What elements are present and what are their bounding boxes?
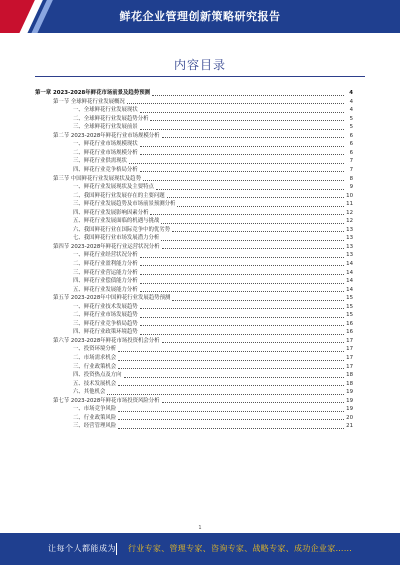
- toc-leader-dots: [107, 391, 344, 395]
- toc-leader-dots: [118, 348, 344, 352]
- toc-entry-title: 二、市场需求机会: [73, 355, 117, 361]
- toc-entry-title: 二、我国鲜花行业发展存在的主要问题: [73, 192, 165, 199]
- toc-entry-page: 12: [346, 209, 353, 216]
- toc-entry[interactable]: [35, 344, 353, 353]
- toc-leader-dots: [140, 109, 344, 113]
- toc-entry-page: 15: [346, 295, 353, 302]
- toc-entry-page: 10: [346, 192, 353, 199]
- toc-entry-page: 18: [346, 372, 353, 379]
- toc-entry-page: 7: [349, 166, 353, 173]
- toc-entry-page: 17: [346, 355, 353, 361]
- toc-entry[interactable]: [35, 208, 353, 217]
- toc-entry-page: 17: [346, 363, 353, 370]
- toc-entry[interactable]: [35, 225, 353, 234]
- toc-entry-page: 13: [346, 243, 353, 250]
- toc-entry-title: 三、鲜花行业营运能力分析: [73, 269, 138, 276]
- toc-leader-dots: [162, 339, 344, 343]
- toc-entry-page: 4: [349, 90, 353, 97]
- toc-leader-dots: [140, 151, 344, 155]
- toc-entry-page: 13: [346, 252, 353, 259]
- toc-leader-dots: [140, 126, 344, 130]
- toc-leader-dots: [156, 186, 344, 190]
- toc-entry-page: 16: [346, 329, 353, 336]
- toc-entry[interactable]: [35, 353, 353, 362]
- toc-entry[interactable]: [35, 233, 353, 242]
- report-header: [0, 0, 400, 33]
- toc-leader-dots: [118, 416, 344, 420]
- toc-entry-page: 19: [346, 389, 353, 396]
- toc-entry-title: 四、鲜花行业发展影响因素分析: [73, 209, 149, 216]
- footer-slogan: 让每个人都能成为: [48, 544, 116, 553]
- toc-entry-page: 15: [346, 303, 353, 310]
- toc-leader-dots: [161, 220, 344, 224]
- toc-entry[interactable]: [35, 131, 353, 140]
- toc-entry-title: 五、技术发展机会: [73, 380, 117, 387]
- toc-entry[interactable]: [35, 250, 353, 259]
- toc-entry[interactable]: [35, 165, 353, 174]
- toc-leader-dots: [172, 228, 344, 232]
- toc-leader-dots: [177, 203, 344, 207]
- toc-entry[interactable]: [35, 267, 353, 276]
- toc-leader-dots: [118, 357, 344, 361]
- toc-entry-title: 一、投资环境分析: [73, 346, 117, 353]
- toc-entry[interactable]: [35, 319, 353, 328]
- toc-leader-dots: [140, 254, 344, 258]
- toc-entry[interactable]: [35, 173, 353, 182]
- toc-entry[interactable]: [35, 139, 353, 148]
- toc-entry-title: 第五节 2023-2028年中国鲜花行业发展趋势预测: [53, 295, 171, 302]
- toc-entry-title: 一、鲜花行业技术发展趋势: [73, 303, 138, 310]
- toc-leader-dots: [140, 280, 344, 284]
- toc-divider: [35, 76, 365, 77]
- report-title: 鲜花企业管理创新策略研究报告: [119, 10, 281, 23]
- toc-entry[interactable]: [35, 122, 353, 131]
- toc-entry-title: 一、鲜花行业发展现状及主要特点: [73, 184, 154, 191]
- toc-entry-page: 17: [346, 346, 353, 353]
- toc-entry-title: 三、全球鲜花行业发展前景: [73, 124, 138, 131]
- toc-leader-dots: [152, 92, 344, 96]
- toc-entry-page: 17: [346, 337, 353, 344]
- toc-leader-dots: [140, 262, 344, 266]
- toc-entry[interactable]: [35, 276, 353, 285]
- toc-leader-dots: [140, 305, 344, 309]
- toc-entry-title: 第七节 2023-2028年鲜花市场投资风险分析: [53, 397, 160, 404]
- toc-entry-title: 五、鲜花行业发展能力分析: [73, 286, 138, 293]
- toc-entry[interactable]: [35, 182, 353, 191]
- toc-leader-dots: [118, 408, 344, 412]
- toc-entry-title: 五、鲜花行业发展面临的机遇与挑战: [73, 218, 160, 225]
- toc-entry-page: 8: [349, 175, 353, 182]
- toc-heading: 内容目录: [173, 58, 226, 72]
- toc-entry-page: 5: [349, 124, 353, 131]
- toc-leader-dots: [129, 160, 344, 164]
- toc-entry[interactable]: [35, 404, 353, 413]
- toc-entry-page: 4: [349, 107, 353, 114]
- toc-entry[interactable]: [35, 216, 353, 225]
- toc-leader-dots: [140, 143, 344, 147]
- toc-entry-title: 第一节 全球鲜花行业发展概况: [53, 98, 125, 105]
- toc-entry-page: 21: [346, 423, 353, 430]
- toc-entry-page: 16: [346, 320, 353, 327]
- toc-entry[interactable]: [35, 370, 353, 379]
- toc-entry[interactable]: [35, 396, 353, 405]
- toc-entry-page: 13: [346, 235, 353, 242]
- toc-entry-title: 第二节 2023-2028年鲜花行业市场规模分析: [53, 132, 160, 139]
- toc-entry-title: 四、鲜花行业政策环境趋势: [73, 329, 138, 336]
- toc-entry-title: 三、鲜花行业发展趋势及市场前景预测分析: [73, 201, 176, 208]
- toc-entry-page: 14: [346, 278, 353, 285]
- toc-entry-title: 六、我国鲜花行业在国际竞争中的优劣势: [73, 226, 171, 233]
- toc-entry-title: 四、投资热点及方向: [73, 372, 122, 379]
- table-of-contents: [35, 88, 353, 430]
- toc-entry[interactable]: [35, 421, 353, 430]
- toc-entry-page: 18: [346, 380, 353, 387]
- toc-entry-page: 9: [349, 184, 353, 191]
- toc-entry-page: 6: [349, 132, 353, 139]
- toc-leader-dots: [118, 382, 344, 386]
- toc-entry-page: 19: [346, 397, 353, 404]
- toc-entry[interactable]: [35, 285, 353, 294]
- toc-leader-dots: [140, 271, 344, 275]
- toc-entry-title: 一、市场竞争风险: [73, 406, 117, 413]
- toc-entry-title: 二、鲜花行业市场发展趋势: [73, 312, 138, 319]
- toc-entry[interactable]: [35, 97, 353, 106]
- toc-leader-dots: [140, 288, 344, 292]
- toc-entry-title: 二、全球鲜花行业发展趋势分析: [73, 115, 149, 122]
- footer-roles: 行业专家、管理专家、咨询专家、战略专家、成功企业家……: [128, 544, 353, 553]
- toc-entry-page: 13: [346, 226, 353, 233]
- toc-entry[interactable]: [35, 156, 353, 165]
- toc-leader-dots: [140, 314, 344, 318]
- toc-entry-page: 5: [349, 115, 353, 122]
- page-number: 1: [198, 525, 202, 531]
- toc-leader-dots: [127, 100, 344, 104]
- toc-leader-dots: [143, 177, 344, 181]
- toc-leader-dots: [162, 134, 344, 138]
- toc-entry-page: 14: [346, 286, 353, 293]
- toc-entry-page: 4: [349, 98, 353, 105]
- toc-leader-dots: [172, 297, 344, 301]
- toc-leader-dots: [140, 331, 344, 335]
- toc-leader-dots: [150, 211, 344, 215]
- toc-entry[interactable]: [35, 310, 353, 319]
- toc-entry[interactable]: [35, 302, 353, 311]
- toc-entry-page: 15: [346, 312, 353, 319]
- toc-entry-title: 第四节 2023-2028年鲜花行业运营状况分析: [53, 243, 160, 250]
- toc-entry[interactable]: [35, 199, 353, 208]
- toc-entry[interactable]: [35, 88, 353, 97]
- toc-entry[interactable]: [35, 114, 353, 123]
- toc-leader-dots: [140, 322, 344, 326]
- toc-entry-page: 19: [346, 406, 353, 413]
- toc-leader-dots: [118, 425, 344, 429]
- toc-entry-title: 二、鲜花行业市场规模分析: [73, 149, 138, 156]
- toc-entry-title: 一、全球鲜花行业发展现状: [73, 107, 138, 114]
- toc-entry-title: 六、其他机会: [73, 389, 106, 396]
- toc-leader-dots: [124, 374, 344, 378]
- toc-entry[interactable]: [35, 387, 353, 396]
- toc-entry[interactable]: [35, 242, 353, 251]
- toc-leader-dots: [162, 245, 344, 249]
- toc-entry-page: 7: [349, 158, 353, 165]
- toc-entry-title: 二、鲜花行业盈利能力分析: [73, 260, 138, 267]
- toc-entry-page: 11: [346, 201, 353, 208]
- toc-entry[interactable]: [35, 293, 353, 302]
- report-footer: [0, 533, 400, 565]
- toc-entry-page: 6: [349, 149, 353, 156]
- toc-entry-title: 一、鲜花行业经营状况分析: [73, 252, 138, 259]
- toc-leader-dots: [167, 194, 344, 198]
- toc-entry-page: 14: [346, 260, 353, 267]
- toc-leader-dots: [161, 237, 344, 241]
- toc-entry-page: 20: [346, 414, 353, 421]
- toc-entry[interactable]: [35, 191, 353, 200]
- toc-entry[interactable]: [35, 336, 353, 345]
- toc-entry-page: 14: [346, 269, 353, 276]
- toc-entry[interactable]: [35, 379, 353, 388]
- toc-entry-title: 四、鲜花行业竞争格局分析: [73, 166, 138, 173]
- toc-entry-title: 四、鲜花行业偿债能力分析: [73, 278, 138, 285]
- toc-entry-title: 第六节 2023-2028年鲜花市场投资机会分析: [53, 337, 160, 344]
- toc-leader-dots: [140, 168, 344, 172]
- toc-entry-title: 二、行业政策风险: [73, 414, 117, 421]
- toc-entry-page: 12: [346, 218, 353, 225]
- toc-entry[interactable]: [35, 148, 353, 157]
- footer-divider: [116, 543, 117, 555]
- toc-entry-title: 一、鲜花行业市场规模现状: [73, 141, 138, 148]
- toc-entry[interactable]: [35, 327, 353, 336]
- toc-entry[interactable]: [35, 259, 353, 268]
- toc-leader-dots: [150, 117, 344, 121]
- toc-entry-title: 三、经营管理风险: [73, 423, 117, 430]
- toc-entry-title: 七、我国鲜花行业市场发展潜力分析: [73, 235, 160, 242]
- toc-entry[interactable]: [35, 362, 353, 371]
- toc-entry[interactable]: [35, 105, 353, 114]
- toc-entry-title: 第三节 中国鲜花行业发展现状及趋势: [53, 175, 141, 182]
- toc-leader-dots: [118, 365, 344, 369]
- toc-entry-title: 三、鲜花行业竞争格局趋势: [73, 320, 138, 327]
- toc-entry-title: 三、鲜花行业供需现状: [73, 158, 127, 165]
- toc-entry[interactable]: [35, 413, 353, 422]
- toc-leader-dots: [162, 399, 344, 403]
- toc-entry-title: 第一章 2023-2028年鲜花市场前景及趋势预测: [35, 90, 150, 97]
- toc-entry-page: 6: [349, 141, 353, 148]
- toc-entry-title: 三、行业政策机会: [73, 363, 117, 370]
